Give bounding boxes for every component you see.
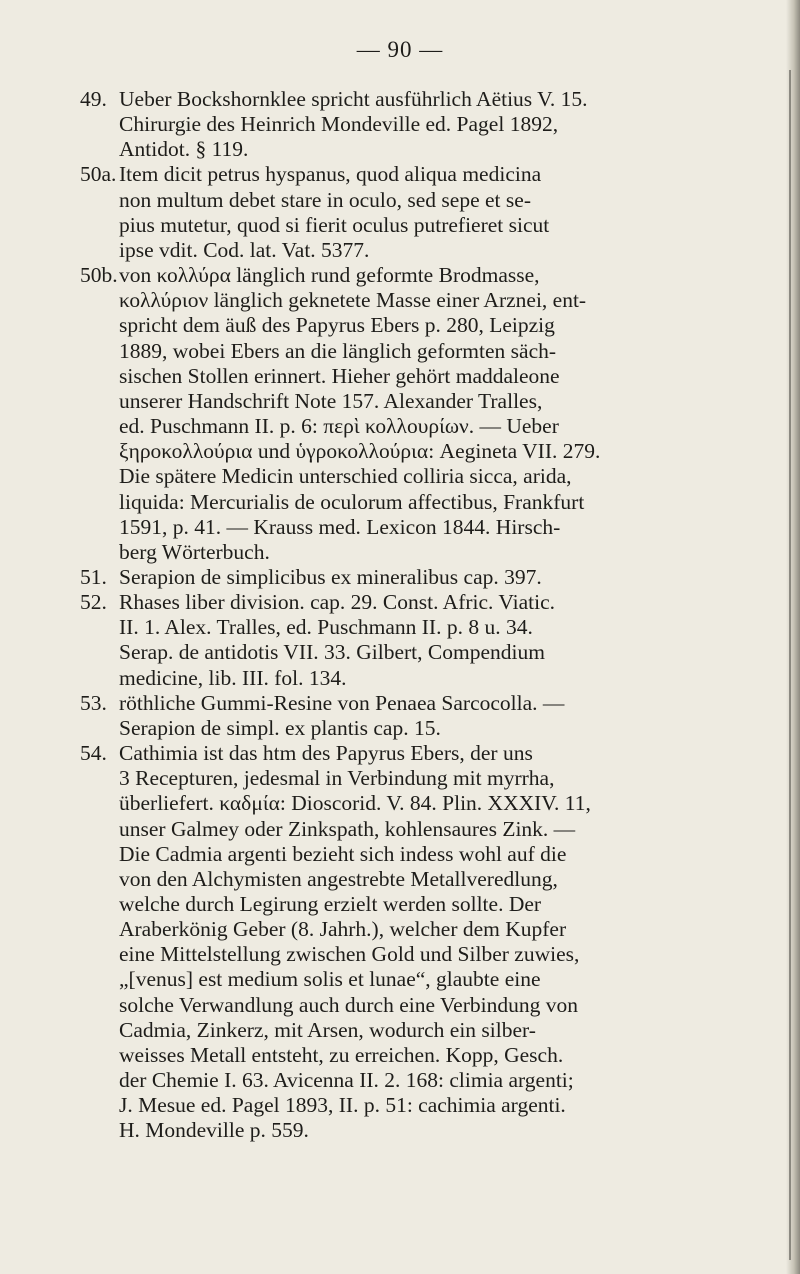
text-line: Serapion de simpl. ex plantis cap. 15. [119,715,441,740]
text-line: Die Cadmia argenti bezieht sich indess wohl auf die [119,841,567,866]
text-line: 1591, p. 41. — Krauss med. Lexicon 1844. Hirsch- [119,514,561,539]
text-line: solche Verwandlung auch durch eine Verbindung von [119,992,578,1017]
text-line: ed. Puschmann II. p. 6: περὶ κολλουρίων. — Ueber [119,414,559,439]
text-line: der Chemie I. 63. Avicenna II. 2. 168: climia argenti; [119,1068,574,1093]
text-line: non multum debet stare in oculo, sed sepe et se- [119,187,531,212]
text-line: medicine, lib. III. fol. 134. [119,665,347,690]
text-line: Araberkönig Geber (8. Jahrh.), welcher dem Kupfer [119,917,567,942]
text-line: H. Mondeville p. 559. [119,1118,309,1143]
text-line: ipse vdit. Cod. lat. Vat. 5377. [119,237,370,262]
page-edge-line [789,70,791,1260]
text-line: II. 1. Alex. Tralles, ed. Puschmann II. p. 8 u. 34. [119,615,533,640]
text-line: κολλύριον länglich geknetete Masse einer Arznei, ent- [119,288,587,313]
footnote-number: 49. [80,87,107,111]
text-line: röthliche Gummi-Resine von Penaea Sarcocolla. — [119,690,565,715]
text-line: weisses Metall entsteht, zu erreichen. Kopp, Gesch. [119,1042,564,1067]
footnote-50a [80,162,720,263]
text-line: von den Alchymisten angestrebte Metallveredlung, [119,866,558,891]
text-line: Serapion de simplicibus ex mineralibus cap. 397. [119,564,542,589]
text-line: unser Galmey oder Zinkspath, kohlensaures Zink. — [119,816,576,841]
page-number: — 90 — [356,37,444,62]
text-line: Item dicit petrus hyspanus, quod aliqua medicina [119,162,542,187]
text-line: 3 Recepturen, jedesmal in Verbindung mit myrrha, [119,766,555,791]
text-line: Antidot. § 119. [119,137,249,162]
text-line: pius mutetur, quod si fierit oculus putrefieret sicut [119,212,550,237]
text-line: eine Mittelstellung zwischen Gold und Silber zuwies, [119,942,580,967]
text-line: Serap. de antidotis VII. 33. Gilbert, Compendium [119,640,545,665]
footnote-list [80,87,720,1144]
footnote-53 [80,691,720,741]
footnote-49 [80,87,720,162]
text-line: liquida: Mercurialis de oculorum affectibus, Frankfurt [119,489,585,514]
text-line: Cadmia, Zinkerz, mit Arsen, wodurch ein silber- [119,1017,536,1042]
footnote-number: 53. [80,690,107,715]
footnote-number: 52. [80,590,107,615]
text-line: welche durch Legirung erzielt werden sollte. Der [119,892,542,916]
text-line: Cathimia ist das htm des Papyrus Ebers, der uns [119,741,533,766]
text-line: sischen Stollen erinnert. Hieher gehört maddaleone [119,363,560,388]
footnote-52 [80,590,720,691]
text-line: Die spätere Medicin unterschied colliria sicca, arida, [119,464,572,489]
text-line: Ueber Bockshornklee spricht ausführlich Aëtius V. 15. [119,87,588,111]
text-line: Rhases liber division. cap. 29. Const. Afric. Viatic. [119,590,556,615]
footnote-54 [80,741,720,1144]
text-line: J. Mesue ed. Pagel 1893, II. p. 51: cachimia argenti. [119,1093,566,1118]
footnote-number: 51. [80,564,107,589]
text-line: unserer Handschrift Note 157. Alexander Tralles, [119,388,543,413]
text-line: berg Wörterbuch. [119,539,270,564]
text-line: von κολλύρα länglich rund geformte Brodmasse, [119,263,540,288]
footnote-51 [80,565,720,590]
text-line: Chirurgie des Heinrich Mondeville ed. Pagel 1892, [119,112,559,137]
footnote-number: 50b. [80,263,118,288]
footnote-number: 54. [80,741,107,766]
footnote-number: 50a. [80,162,117,187]
text-line: ξηροκολλούρια und ὑγροκολλούρια: Aegineta VII. 279. [119,439,601,464]
text-line: „[venus] est medium solis et lunae“, glaubte eine [119,967,541,992]
text-line: 1889, wobei Ebers an die länglich geformten säch- [119,338,557,363]
text-line: spricht dem äuß des Papyrus Ebers p. 280, Leipzig [119,313,555,338]
footnote-50b [80,263,720,565]
text-line: überliefert. καδμία: Dioscorid. V. 84. Plin. XXXIV. 11, [119,791,591,816]
